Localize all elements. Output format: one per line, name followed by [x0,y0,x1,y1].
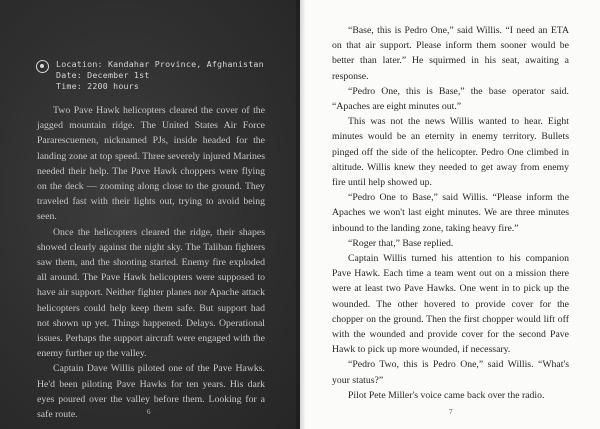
left-page-body [37,103,265,422]
paragraph: “Roger that,” Base replied. [348,237,454,249]
paragraph: Once the helicopters cleared the ridge, their shapes showed clearly against the night sky. The Taliban fighters saw them, and the shooting started. Enemy fire exploded all around. The Pave Hawk helicopters were supposed to have air support. Neither fighter planes nor Apache attack helicopters could help keep them safe. But support had not shown up yet. Things happened. Delays. Operational issues. Perhaps the support aircraft were engaged with the enemy further up the valley. [37,226,265,360]
paragraph: Captain Willis turned his attention to his companion Pave Hawk. Each time a team went out on a mission there were at least two Pave Hawks. One went in to pick up the wounded. The other hovered to provide cover for the chopper on the ground. Then the first chopper would lift off with the wounded and provide cover for the second Pave Hawk to pick up more wounded, if necessary. [332,253,569,356]
page-number-right: 7 [449,408,453,416]
location-header [36,59,264,92]
page-number-left: 6 [147,408,151,416]
time-line: Time: 2200 hours [56,81,140,91]
paragraph: “Pedro One, this is Base,” the base operator said. “Apaches are eight minutes out.” [332,85,569,113]
paragraph: Pilot Pete Miller's voice came back over the radio. [348,389,545,401]
date-line: Date: December 1st [56,70,150,80]
paragraph: This was not the news Willis wanted to hear. Eight minutes would be an eternity in enemy territory. Bullets pinged off the side of the helicopter. Pedro One climbed in altitude. Willis knew they needed to get away from enemy fire until help showed up. [332,116,569,189]
target-icon [36,60,49,73]
paragraph: “Pedro Two, this is Pedro One,” said Willis. “What's your status?” [332,359,569,386]
page-gutter [296,0,306,429]
location-lines [56,59,264,92]
paragraph: Captain Dave Willis piloted one of the Pave Hawks. He'd been piloting Pave Hawks for ten years. His dark eyes poured over the valley before them. Looking for a safe route. [37,363,265,421]
paragraph: “Base, this is Pedro One,” said Willis. “I need an ETA on that air support. Please inform them sooner would be better than later.” He squirmed in his seat, awaiting a response. [332,25,569,82]
location-line: Location: Kandahar Province, Afghanistan [56,59,264,69]
paragraph: Two Pave Hawk helicopters cleared the cover of the jagged mountain ridge. The United States Air Force Pararescuemen, nicknamed PJs, inside headed for the landing zone at top speed. Three severely injured Marines needed their help. The Pave Hawk choppers were flying on the deck — zooming along close to the ground. They traveled fast with their lights out, trying to avoid being seen. [37,105,265,223]
paragraph: “Pedro One to Base,” said Willis. “Please inform the Apaches we won't last eight minutes. We are three minutes inbound to the landing zone, taking heavy fire.” [332,192,569,234]
right-page-body [332,23,569,403]
